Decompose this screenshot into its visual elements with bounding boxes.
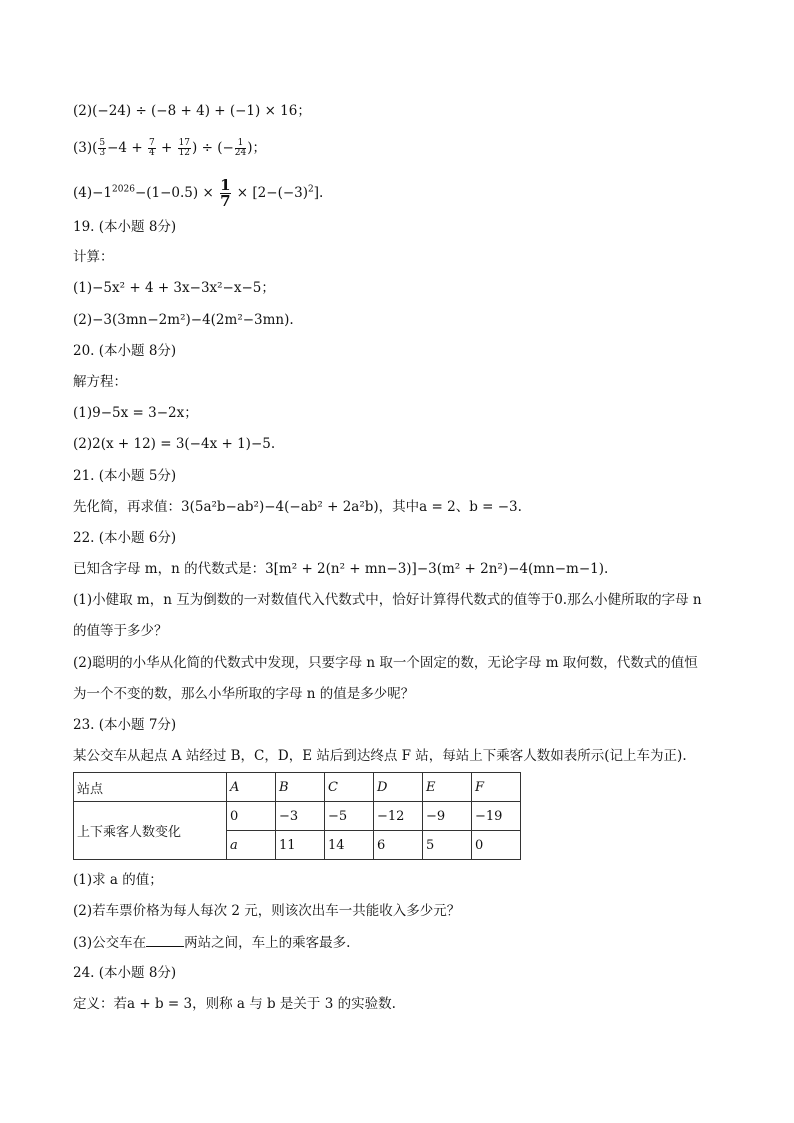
numerator: 5 [99,138,106,148]
question-19-intro: 计算： [73,249,114,265]
fraction [220,178,230,209]
table-cell: 0 [227,802,276,831]
table-cell: 6 [374,831,423,860]
exponent: 2026 [112,184,135,195]
table-cell: −9 [423,802,472,831]
fraction [98,139,106,158]
table-cell: −5 [325,802,374,831]
question-22-part-1-line-2: 的值等于多少？ [73,623,168,639]
question-19-part-1: (1)−5x² + 4 + 3x−3x²−x−5； [73,280,275,296]
table-cell: 5 [423,831,472,860]
table-row [74,773,521,802]
question-21-heading: 21. (本小题 5分) [73,468,177,484]
numerator: 1 [220,176,231,194]
table-header-cell: 站点 [74,773,227,802]
numerator: 1 [235,139,246,149]
question-24-text: 定义：若a + b = 3，则称 a 与 b 是关于 3 的实验数. [73,996,396,1012]
question-24-heading: 24. (本小题 8分) [73,965,177,981]
table-cell: 0 [472,831,521,860]
table-cell: 11 [276,831,325,860]
text-segment: (3)( [73,140,98,156]
question-22-text: 已知含字母 m，n 的代数式是：3[m² + 2(n² + mn−3)]−3(m² + 2n²)−4(mn−m−1). [73,561,609,577]
table-row [74,802,521,831]
problem-18-part-4 [73,178,323,209]
variable-a: a [230,837,238,853]
denominator: 3 [99,148,106,158]
exponent: 2 [308,184,314,195]
fraction [178,139,191,158]
question-20-part-1: (1)9−5x = 3−2x； [73,405,198,421]
passenger-table [73,772,521,860]
question-22-part-2-line-2: 为一个不变的数，那么小华所取的字母 n 的值是多少呢？ [73,686,415,702]
station-label: F [475,779,485,795]
question-23-part-2: (2)若车票价格为每人每次 2 元，则该次出车一共能收入多少元？ [73,903,461,919]
table-header-cell [472,773,521,802]
station-label: C [328,779,338,795]
station-label: B [279,779,289,795]
question-23-heading: 23. (本小题 7分) [73,717,177,733]
table-cell: −19 [472,802,521,831]
text-segment: (3)公交车在 [73,935,147,951]
question-20-heading: 20. (本小题 8分) [73,343,177,359]
question-22-part-1-line-1: (1)小健取 m，n 互为倒数的一对数值代入代数式中，恰好计算得代数式的值等于0.那么小健所取的字母 n [73,592,702,608]
text-segment: −(1−0.5) × [134,185,214,201]
station-label: A [230,779,240,795]
text-segment: 两站之间，车上的乘客最多. [184,935,351,951]
text-segment: + [160,140,173,156]
fraction [148,139,156,158]
question-22-heading: 22. (本小题 6分) [73,530,177,546]
station-label: E [426,779,436,795]
question-23-text: 某公交车从起点 A 站经过 B，C，D，E 站后到达终点 F 站，每站上下乘客人数如表所示(记上车为正). [73,748,687,764]
station-label: D [377,779,388,795]
table-header-cell [227,773,276,802]
table-header-cell [276,773,325,802]
table-header-cell [325,773,374,802]
table-row-label: 上下乘客人数变化 [74,802,227,860]
text-segment: × [2−(−3) [236,185,309,201]
question-19-heading: 19. (本小题 8分) [73,219,177,235]
text-segment: ) ÷ (− [192,140,234,156]
fraction [235,139,246,158]
denominator: 12 [178,148,191,158]
denominator: 7 [220,192,231,210]
table-cell: −3 [276,802,325,831]
table-cell [227,831,276,860]
question-21-text: 先化简，再求值：3(5a²b−ab²)−4(−ab² + 2a²b)，其中a = 2、b = −3. [73,499,522,515]
text-segment: (4)−1 [73,185,113,201]
text-segment: )； [247,140,267,156]
answer-blank [146,932,184,947]
problem-18-part-2: (2)(−24) ÷ (−8 + 4) + (−1) × 16； [73,103,311,119]
question-20-part-2: (2)2(x + 12) = 3(−4x + 1)−5. [73,436,276,452]
denominator: 24 [234,148,247,158]
table-header-cell [374,773,423,802]
table-cell: 14 [325,831,374,860]
table-cell: −12 [374,802,423,831]
question-23-part-3 [73,932,350,953]
question-22-part-2-line-1: (2)聪明的小华从化简的代数式中发现，只要字母 n 取一个固定的数，无论字母 m 取何数，代数式的值恒 [73,655,698,671]
numerator: 17 [178,138,191,148]
question-20-intro: 解方程： [73,374,127,390]
numerator: 7 [148,138,155,148]
text-segment: ]. [313,185,324,201]
text-segment: −4 + [107,140,143,156]
denominator: 4 [148,148,155,158]
problem-18-part-3 [73,138,266,158]
question-23-part-1: (1)求 a 的值； [73,872,163,888]
table-header-cell [423,773,472,802]
question-19-part-2: (2)−3(3mn−2m²)−4(2m²−3mn). [73,312,294,328]
